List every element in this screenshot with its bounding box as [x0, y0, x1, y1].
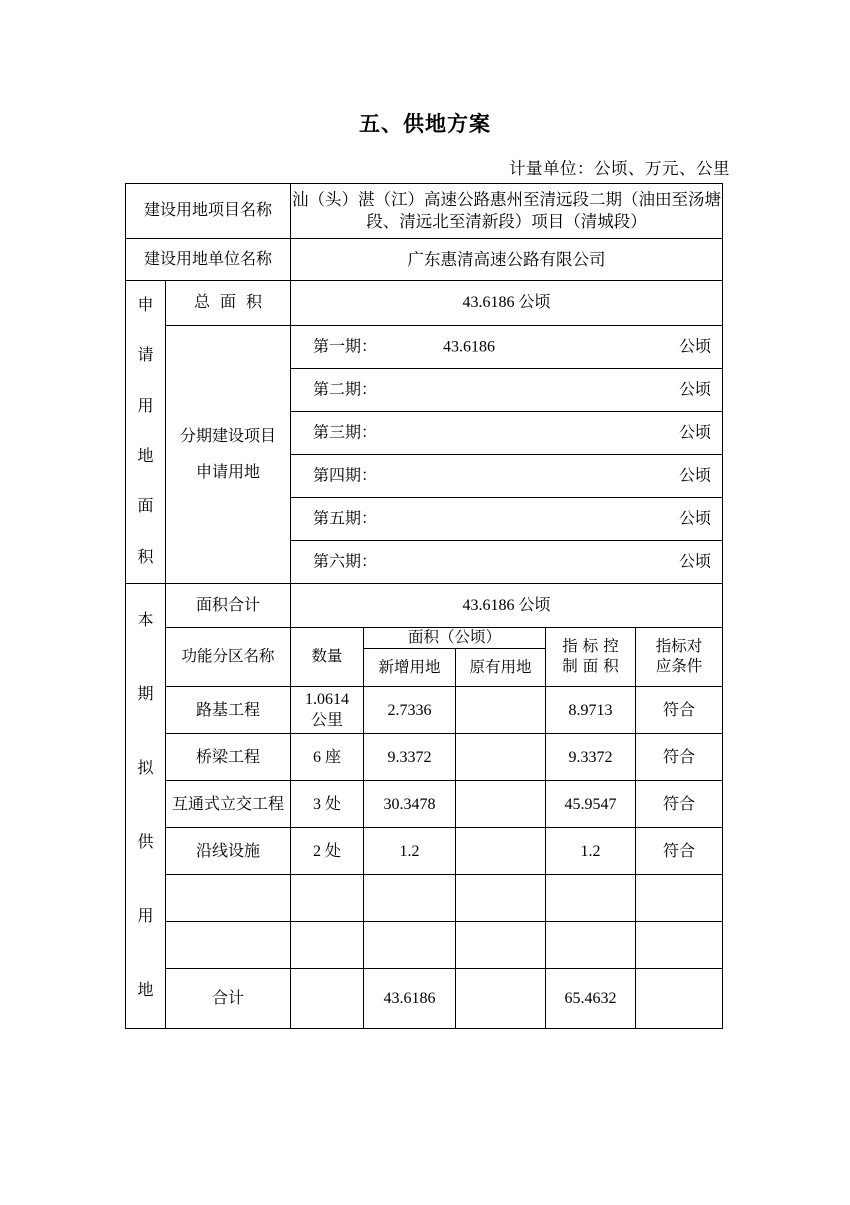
- total-area-existing: [456, 969, 546, 1029]
- phase-cell-6: [291, 541, 723, 584]
- index-control-1: 8.9713: [546, 687, 636, 734]
- project-name-value: 汕（头）湛（江）高速公路惠州至清远段二期（油田至汤塘段、清远北至清新段）项目（清城段）: [291, 184, 723, 239]
- table-row: [126, 875, 723, 922]
- supply-label-char-3: 供: [137, 834, 154, 852]
- area-new-1: 2.7336: [364, 687, 456, 734]
- table-row-unit-name: [126, 239, 723, 281]
- zone-name-6: [166, 922, 291, 969]
- project-name-label: 建设用地项目名称: [126, 184, 291, 239]
- unit-name-value: 广东惠清高速公路有限公司: [291, 239, 723, 281]
- apply-label-char-5: 积: [137, 548, 154, 566]
- phase-5-unit: 公顷: [679, 510, 712, 528]
- quantity-1-line-2: 公里: [311, 712, 344, 730]
- area-existing-3: [456, 781, 546, 828]
- header-index-control-line-2: 制面积: [562, 658, 624, 676]
- table-row-total: [126, 969, 723, 1029]
- supply-label-char-0: 本: [137, 612, 154, 630]
- index-condition-3: 符合: [636, 781, 723, 828]
- phase-1-unit: 公顷: [679, 338, 712, 356]
- header-zone-name: 功能分区名称: [166, 628, 291, 687]
- table-row: [126, 922, 723, 969]
- area-existing-6: [456, 922, 546, 969]
- apply-land-area-section-label: [126, 281, 166, 584]
- phase-2-unit: 公顷: [679, 381, 712, 399]
- header-index-control-line-1: 指标控: [562, 637, 624, 655]
- header-index-condition-line-2: 应条件: [655, 658, 703, 676]
- area-new-5: [364, 875, 456, 922]
- phase-6-label: 第六期：: [313, 553, 378, 571]
- zone-name-5: [166, 875, 291, 922]
- area-new-6: [364, 922, 456, 969]
- quantity-2: 6 座: [291, 734, 364, 781]
- index-control-3: 45.9547: [546, 781, 636, 828]
- phase-4-unit: 公顷: [679, 467, 712, 485]
- area-new-2: 9.3372: [364, 734, 456, 781]
- area-existing-4: [456, 828, 546, 875]
- phase-4-label: 第四期：: [313, 467, 378, 485]
- index-control-2: 9.3372: [546, 734, 636, 781]
- phase-cell-3: [291, 412, 723, 455]
- index-condition-4: 符合: [636, 828, 723, 875]
- zone-name-2: 桥梁工程: [166, 734, 291, 781]
- phased-label-line-2: 申请用地: [196, 463, 261, 481]
- total-area-value: 43.6186 公顷: [291, 281, 723, 326]
- supply-label-char-5: 地: [137, 982, 154, 1000]
- area-existing-2: [456, 734, 546, 781]
- total-quantity: [291, 969, 364, 1029]
- area-new-4: 1.2: [364, 828, 456, 875]
- phase-5-label: 第五期：: [313, 510, 378, 528]
- supply-label-char-4: 用: [137, 908, 154, 926]
- table-row: [126, 828, 723, 875]
- header-area-existing: 原有用地: [456, 649, 546, 687]
- total-label: 合计: [166, 969, 291, 1029]
- phase-1-value: 43.6186: [443, 338, 496, 356]
- land-supply-table: [125, 183, 723, 1029]
- zone-name-3: 互通式立交工程: [166, 781, 291, 828]
- table-row-total-area: [126, 281, 723, 326]
- area-existing-1: [456, 687, 546, 734]
- header-area-group: 面积（公顷）: [364, 628, 546, 649]
- table-row-phase-1: [126, 326, 723, 369]
- measurement-unit-note: 计量单位：公顷、万元、公里: [509, 159, 730, 178]
- quantity-5: [291, 875, 364, 922]
- index-condition-6: [636, 922, 723, 969]
- phase-6-unit: 公顷: [679, 553, 712, 571]
- apply-label-char-1: 请: [137, 347, 154, 365]
- supply-label-char-2: 拟: [137, 760, 154, 778]
- total-index-control: 65.4632: [546, 969, 636, 1029]
- phase-cell-5: [291, 498, 723, 541]
- apply-label-char-2: 用: [137, 397, 154, 415]
- header-area-new: 新增用地: [364, 649, 456, 687]
- total-area-new: 43.6186: [364, 969, 456, 1029]
- total-index-condition: [636, 969, 723, 1029]
- quantity-6: [291, 922, 364, 969]
- apply-label-char-4: 面: [137, 498, 154, 516]
- supply-label-char-1: 期: [137, 686, 154, 704]
- phase-cell-4: [291, 455, 723, 498]
- phased-construction-label: [166, 326, 291, 584]
- area-sum-label: 面积合计: [166, 584, 291, 628]
- total-area-label: 总面积: [166, 281, 291, 326]
- index-control-5: [546, 875, 636, 922]
- index-condition-5: [636, 875, 723, 922]
- phase-cell-1: [291, 326, 723, 369]
- phase-2-label: 第二期：: [313, 381, 378, 399]
- table-row-area-sum: [126, 584, 723, 628]
- table-row: [126, 687, 723, 734]
- phase-3-label: 第三期：: [313, 424, 378, 442]
- phased-label-line-1: 分期建设项目: [180, 428, 277, 446]
- index-condition-2: 符合: [636, 734, 723, 781]
- header-index-condition: [636, 628, 723, 687]
- page-title: 五、供地方案: [359, 113, 491, 136]
- zone-name-4: 沿线设施: [166, 828, 291, 875]
- unit-name-label: 建设用地单位名称: [126, 239, 291, 281]
- supply-land-section-label: [126, 584, 166, 1029]
- index-control-4: 1.2: [546, 828, 636, 875]
- table-header-row-top: [126, 628, 723, 649]
- index-condition-1: 符合: [636, 687, 723, 734]
- header-index-condition-line-1: 指标对: [655, 637, 703, 655]
- apply-label-char-3: 地: [137, 448, 154, 466]
- quantity-3: 3 处: [291, 781, 364, 828]
- header-index-control: [546, 628, 636, 687]
- area-existing-5: [456, 875, 546, 922]
- area-sum-value: 43.6186 公顷: [291, 584, 723, 628]
- header-quantity: 数量: [291, 628, 364, 687]
- phase-cell-2: [291, 369, 723, 412]
- area-new-3: 30.3478: [364, 781, 456, 828]
- index-control-6: [546, 922, 636, 969]
- apply-label-char-0: 申: [137, 297, 154, 315]
- zone-name-1: 路基工程: [166, 687, 291, 734]
- phase-1-label: 第一期：: [313, 338, 378, 356]
- quantity-1: [291, 687, 364, 734]
- quantity-1-line-1: 1.0614: [305, 691, 350, 709]
- quantity-4: 2 处: [291, 828, 364, 875]
- table-row-project-name: [126, 184, 723, 239]
- table-row: [126, 734, 723, 781]
- table-row: [126, 781, 723, 828]
- phase-3-unit: 公顷: [679, 424, 712, 442]
